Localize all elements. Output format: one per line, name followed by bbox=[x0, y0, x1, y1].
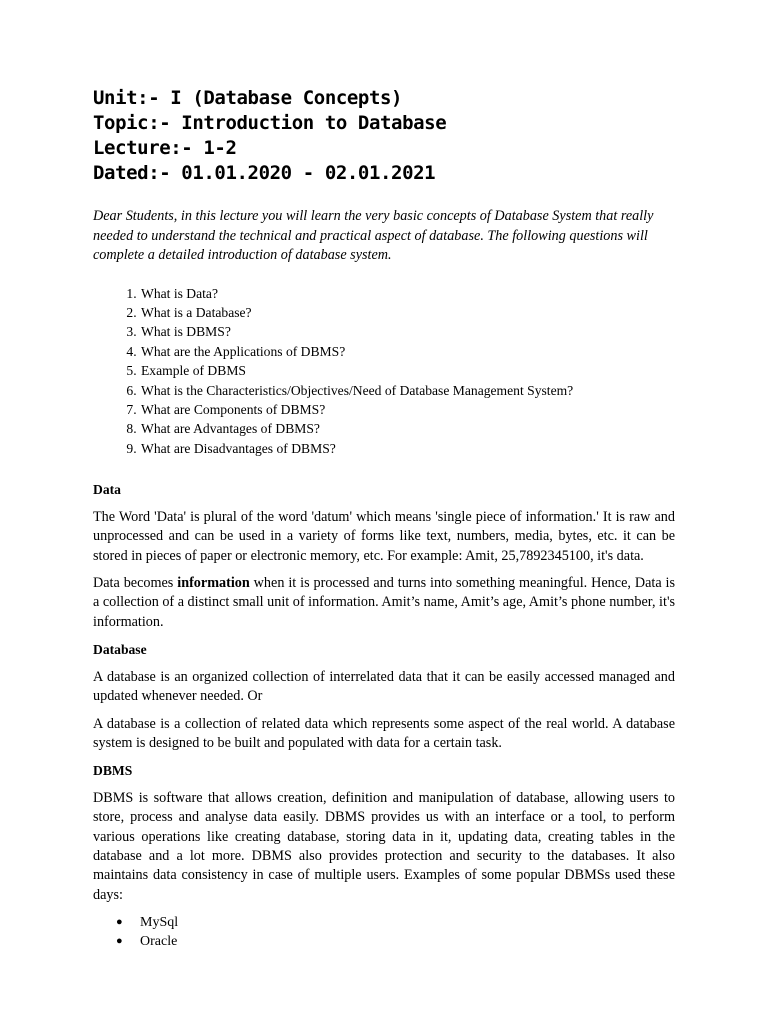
list-item: 7. What are Components of DBMS? bbox=[140, 400, 675, 419]
list-item: 4. What are the Applications of DBMS? bbox=[140, 342, 675, 361]
bullet-icon: ● bbox=[116, 915, 123, 928]
list-item: 1. What is Data? bbox=[140, 284, 675, 303]
dbms-section-heading: DBMS bbox=[93, 763, 133, 779]
list-item: 2. What is a Database? bbox=[140, 303, 675, 322]
data-section-heading: Data bbox=[93, 482, 121, 498]
list-item: 3. What is DBMS? bbox=[140, 322, 675, 341]
question-list bbox=[93, 284, 675, 459]
database-paragraph-2: A database is a collection of related data which represents some aspect of the real world. A database system is designed to be built and populated with data for a certain task. bbox=[93, 715, 675, 751]
unit-heading: Unit:- I (Database Concepts) bbox=[93, 87, 403, 109]
database-section-heading: Database bbox=[93, 641, 147, 657]
list-item: 9. What are Disadvantages of DBMS? bbox=[140, 439, 675, 458]
bullet-icon: ● bbox=[116, 935, 123, 948]
database-paragraph-1: A database is an organized collection of interrelated data that it can be easily accessed managed and updated whenever needed. Or bbox=[93, 668, 675, 705]
dated-heading: Dated:- 01.01.2020 - 02.01.2021 bbox=[93, 162, 436, 184]
intro-paragraph: Dear Students, in this lecture you will learn the very basic concepts of Database System that really needed to understand the technical and practical aspect of database. The following questions will complete a detailed introduction of database system. bbox=[93, 208, 654, 263]
list-item: ● Oracle bbox=[140, 932, 675, 952]
list-item: 6. What is the Characteristics/Objectives/Need of Database Management System? bbox=[140, 381, 675, 400]
information-term: information bbox=[177, 575, 250, 592]
document-page bbox=[93, 86, 675, 952]
list-item: 8. What are Advantages of DBMS? bbox=[140, 419, 675, 438]
topic-heading: Topic:- Introduction to Database bbox=[93, 112, 447, 134]
dbms-paragraph: DBMS is software that allows creation, definition and manipulation of database, allowing users to store, process and analyse data easily. DBMS provides us with an interface or a tool, to perform various operations like creating database, storing data in it, updating data, creating tables in the database and a lot more. DBMS also provides protection and security to the databases. It also maintains data consistency in case of multiple users. Examples of some popular DBMSs used these days: bbox=[93, 790, 675, 903]
data-paragraph-1: The Word 'Data' is plural of the word 'datum' which means 'single piece of information.' It is raw and unprocessed and can be used in a variety of forms like text, numbers, media, bytes, etc. it can be stored in pieces of paper or electronic memory, etc. For example: Amit, 25,7892345100, it's data. bbox=[93, 509, 675, 564]
dbms-examples-list bbox=[93, 913, 675, 952]
lecture-heading: Lecture:- 1-2 bbox=[93, 137, 237, 159]
list-item: ● MySql bbox=[140, 913, 675, 933]
list-item: 5. Example of DBMS bbox=[140, 361, 675, 380]
data-paragraph-2: Data becomes information when it is processed and turns into something meaningful. Hence, Data is a collection of a distinct small unit of information. Amit’s name, Amit’s age, Amit’s phone number, it's information. bbox=[93, 575, 676, 630]
